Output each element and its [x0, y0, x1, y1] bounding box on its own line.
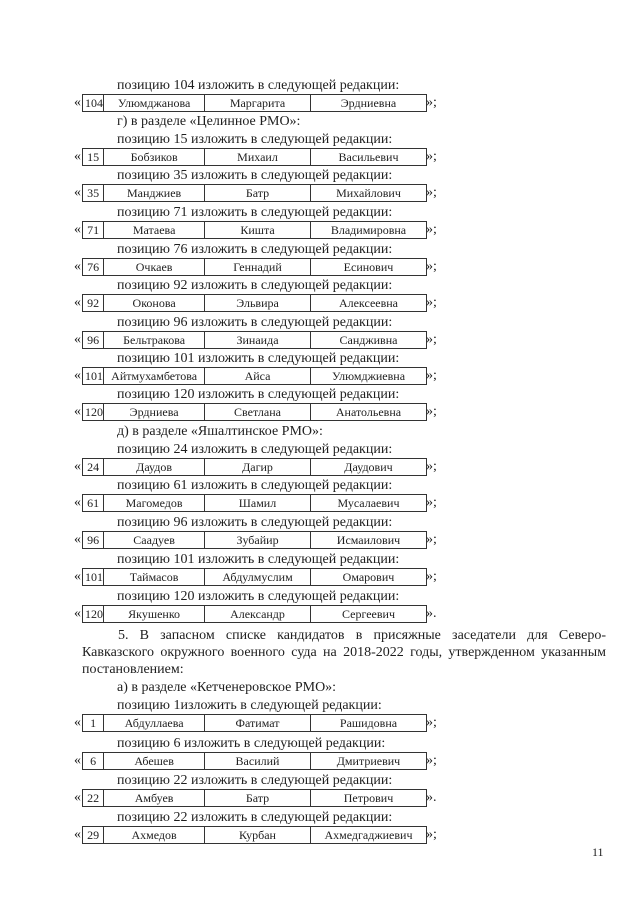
- position-number: 96: [83, 332, 104, 349]
- position-number: 76: [83, 259, 104, 276]
- position-number: 6: [83, 753, 104, 770]
- candidate-row: [82, 531, 427, 549]
- section-heading: а) в разделе «Кетченеровское РМО»:: [117, 680, 337, 695]
- table-row: « 22 Амбуев Батр Петрович ».: [74, 790, 437, 805]
- patronymic: Сергеевич: [310, 606, 426, 623]
- heading-76: позицию 76 изложить в следующей редакции:: [117, 242, 393, 257]
- table-row: « 24 Даудов Дагир Даудович »;: [74, 459, 437, 474]
- heading-24: позицию 24 изложить в следующей редакции:: [117, 442, 393, 457]
- table-row: « 35 Манджиев Батр Михайлович »;: [74, 185, 437, 200]
- surname: Бобзиков: [104, 149, 205, 166]
- candidate-row: [82, 184, 427, 202]
- first-name: Дагир: [205, 459, 311, 476]
- position-number: 71: [83, 222, 104, 239]
- surname: Даудов: [104, 459, 205, 476]
- heading-1: позицию 1изложить в следующей редакции:: [117, 698, 382, 713]
- first-name: Михаил: [205, 149, 311, 166]
- surname: Магомедов: [104, 495, 205, 512]
- patronymic: Есинович: [310, 259, 426, 276]
- table-row: « 29 Ахмедов Курбан Ахмедгаджиевич »;: [74, 827, 437, 842]
- candidate-row: [82, 494, 427, 512]
- first-name: Маргарита: [205, 95, 311, 112]
- page-number: 11: [592, 845, 604, 859]
- heading-101: позицию 101 изложить в следующей редакции:: [117, 351, 400, 366]
- position-number: 96: [83, 532, 104, 549]
- patronymic: Петрович: [310, 790, 426, 807]
- surname: Таймасов: [104, 569, 205, 586]
- patronymic: Ахмедгаджиевич: [310, 827, 426, 844]
- first-name: Геннадий: [205, 259, 311, 276]
- position-number: 29: [83, 827, 104, 844]
- position-number: 61: [83, 495, 104, 512]
- heading-96: позицию 96 изложить в следующей редакции:: [117, 315, 393, 330]
- heading-92: позицию 92 изложить в следующей редакции:: [117, 278, 393, 293]
- patronymic: Дмитриевич: [310, 753, 426, 770]
- patronymic: Улюмджиевна: [310, 368, 426, 385]
- position-number: 120: [83, 404, 104, 421]
- candidate-row: [82, 221, 427, 239]
- patronymic: Эрдниевна: [310, 95, 426, 112]
- first-name: Фатимат: [205, 715, 311, 732]
- first-name: Эльвира: [205, 295, 311, 312]
- heading-120: позицию 120 изложить в следующей редакции:: [117, 589, 400, 604]
- first-name: Батр: [205, 790, 311, 807]
- paragraph-5: 5. В запасном списке кандидатов в присяжные заседатели для Северо-Кавказского окружного военного суда на 2018-2022 годы, утвержденном указанным постановлением:: [82, 628, 606, 677]
- candidate-row: [82, 94, 427, 112]
- table-row: « 120 Якушенко Александр Сергеевич ».: [74, 606, 437, 621]
- position-number: 120: [83, 606, 104, 623]
- section-heading: г) в разделе «Целинное РМО»:: [117, 114, 301, 129]
- candidate-row: [82, 458, 427, 476]
- table-row: « 15 Бобзиков Михаил Васильевич »;: [74, 149, 437, 164]
- table-row: « 1 Абдуллаева Фатимат Рашидовна »;: [74, 715, 437, 730]
- table-row: « 120 Эрдниева Светлана Анатольевна »;: [74, 404, 437, 419]
- first-name: Батр: [205, 185, 311, 202]
- surname: Амбуев: [104, 790, 205, 807]
- first-name: Зинаида: [205, 332, 311, 349]
- heading-104: позицию 104 изложить в следующей редакции:: [117, 78, 400, 93]
- table-row: « 92 Оконова Эльвира Алексеевна »;: [74, 295, 437, 310]
- heading-120: позицию 120 изложить в следующей редакции:: [117, 387, 400, 402]
- candidate-row: [82, 789, 427, 807]
- table-row: « 71 Матаева Кишта Владимировна »;: [74, 222, 437, 237]
- table-row: « 104 Улюмджанова Маргарита Эрдниевна »;: [74, 95, 437, 110]
- section-heading: д) в разделе «Яшалтинское РМО»:: [117, 424, 323, 439]
- heading-22b: позицию 22 изложить в следующей редакции:: [117, 810, 393, 825]
- table-row: « 61 Магомедов Шамил Мусалаевич »;: [74, 495, 437, 510]
- position-number: 15: [83, 149, 104, 166]
- candidate-row: [82, 826, 427, 844]
- patronymic: Исмаилович: [310, 532, 426, 549]
- candidate-row: [82, 714, 427, 732]
- patronymic: Михайлович: [310, 185, 426, 202]
- patronymic: Алексеевна: [310, 295, 426, 312]
- heading-101: позицию 101 изложить в следующей редакции:: [117, 552, 400, 567]
- surname: Эрдниева: [104, 404, 205, 421]
- position-number: 24: [83, 459, 104, 476]
- heading-15: позицию 15 изложить в следующей редакции:: [117, 132, 393, 147]
- first-name: Василий: [205, 753, 311, 770]
- table-row: « 96 Саадуев Зубайир Исмаилович »;: [74, 532, 437, 547]
- candidate-row: [82, 331, 427, 349]
- patronymic: Мусалаевич: [310, 495, 426, 512]
- table-row: « 101 Айтмухамбетова Айса Улюмджиевна »;: [74, 368, 437, 383]
- candidate-row: [82, 752, 427, 770]
- heading-22: позицию 22 изложить в следующей редакции:: [117, 773, 393, 788]
- patronymic: Владимировна: [310, 222, 426, 239]
- heading-61: позицию 61 изложить в следующей редакции:: [117, 478, 393, 493]
- patronymic: Даудович: [310, 459, 426, 476]
- position-number: 35: [83, 185, 104, 202]
- position-number: 1: [83, 715, 104, 732]
- surname: Очкаев: [104, 259, 205, 276]
- first-name: Светлана: [205, 404, 311, 421]
- first-name: Кишта: [205, 222, 311, 239]
- surname: Ахмедов: [104, 827, 205, 844]
- patronymic: Сандживна: [310, 332, 426, 349]
- heading-6: позицию 6 изложить в следующей редакции:: [117, 736, 386, 751]
- heading-71: позицию 71 изложить в следующей редакции:: [117, 205, 393, 220]
- first-name: Абдулмуслим: [205, 569, 311, 586]
- patronymic: Васильевич: [310, 149, 426, 166]
- candidate-row: [82, 403, 427, 421]
- patronymic: Анатольевна: [310, 404, 426, 421]
- first-name: Зубайир: [205, 532, 311, 549]
- first-name: Александр: [205, 606, 311, 623]
- position-number: 104: [83, 95, 104, 112]
- first-name: Курбан: [205, 827, 311, 844]
- patronymic: Омарович: [310, 569, 426, 586]
- heading-96: позицию 96 изложить в следующей редакции:: [117, 515, 393, 530]
- table-row: « 101 Таймасов Абдулмуслим Омарович »;: [74, 569, 437, 584]
- table-row: « 6 Абешев Василий Дмитриевич »;: [74, 753, 437, 768]
- candidate-row: [82, 568, 427, 586]
- surname: Саадуев: [104, 532, 205, 549]
- surname: Оконова: [104, 295, 205, 312]
- surname: Матаева: [104, 222, 205, 239]
- candidate-row: [82, 605, 427, 623]
- position-number: 101: [83, 569, 104, 586]
- surname: Манджиев: [104, 185, 205, 202]
- first-name: Айса: [205, 368, 311, 385]
- first-name: Шамил: [205, 495, 311, 512]
- surname: Абешев: [104, 753, 205, 770]
- surname: Улюмджанова: [104, 95, 205, 112]
- position-number: 22: [83, 790, 104, 807]
- heading-35: позицию 35 изложить в следующей редакции:: [117, 168, 393, 183]
- candidate-row: [82, 148, 427, 166]
- candidate-row: [82, 294, 427, 312]
- candidate-row: [82, 258, 427, 276]
- candidate-row: [82, 367, 427, 385]
- surname: Якушенко: [104, 606, 205, 623]
- table-row: « 76 Очкаев Геннадий Есинович »;: [74, 259, 437, 274]
- patronymic: Рашидовна: [310, 715, 426, 732]
- surname: Бельтракова: [104, 332, 205, 349]
- position-number: 101: [83, 368, 104, 385]
- surname: Айтмухамбетова: [104, 368, 205, 385]
- position-number: 92: [83, 295, 104, 312]
- surname: Абдуллаева: [104, 715, 205, 732]
- table-row: « 96 Бельтракова Зинаида Сандживна »;: [74, 332, 437, 347]
